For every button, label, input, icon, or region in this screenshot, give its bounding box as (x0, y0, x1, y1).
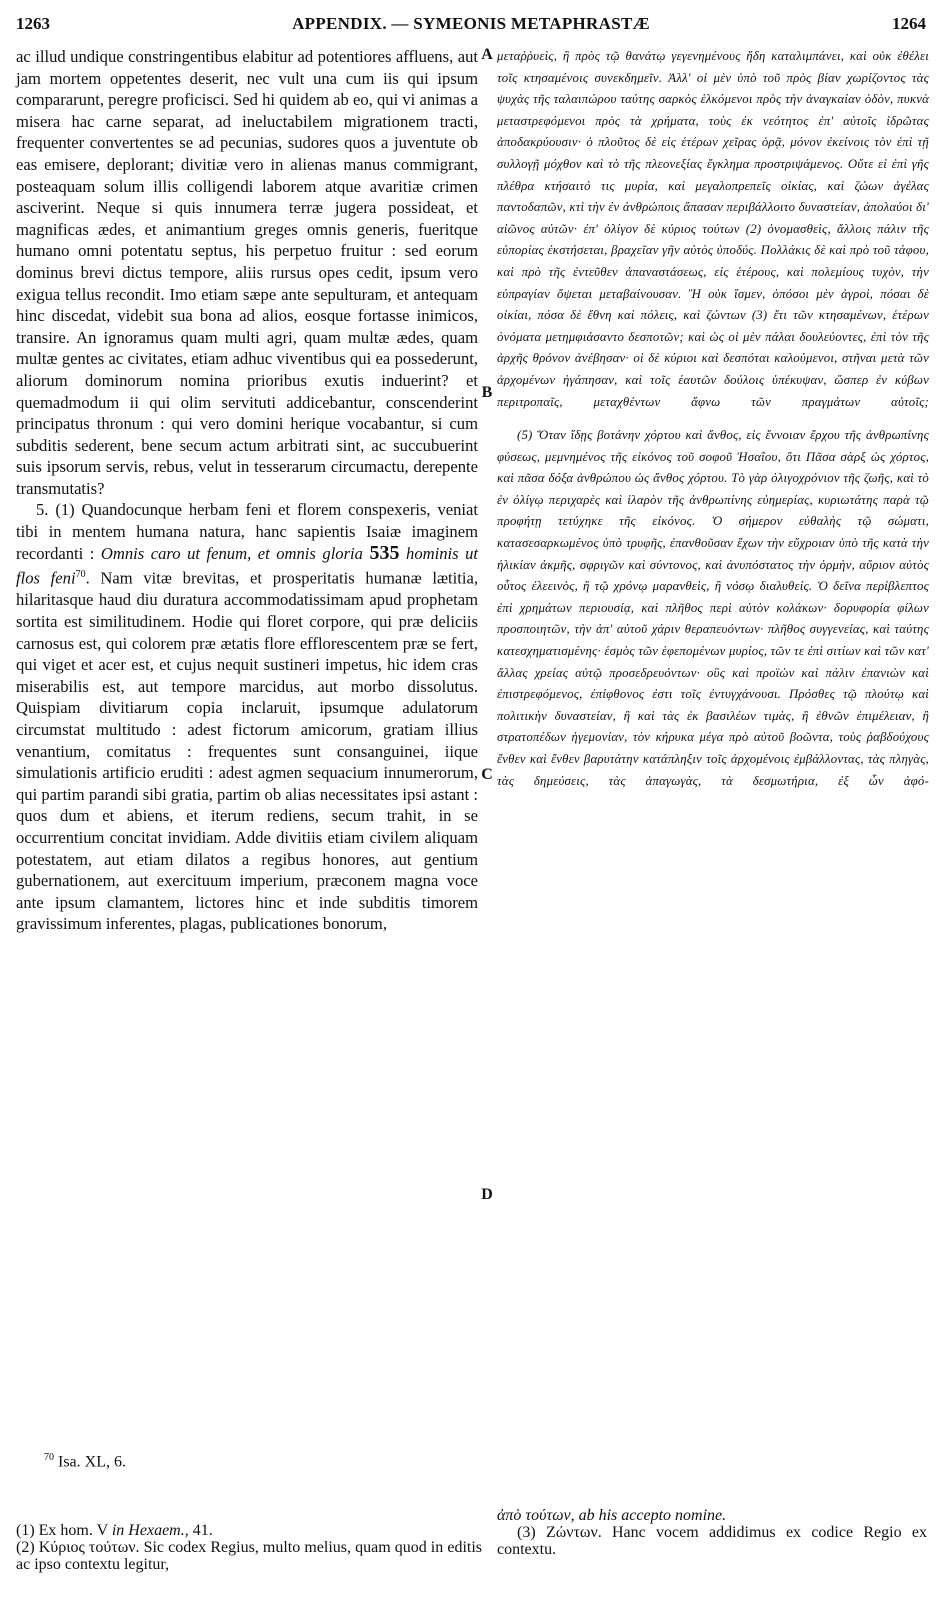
greek-paragraph-1: μεταῤῥυεὶς, ἢ πρὸς τῷ θανάτῳ γεγενημένους ἤδη καταλιμπάνει, καὶ οὐκ ἐθέλει τοῖς κτησαμένοις συνεκδημεῖν. Ἀλλ' οἱ μὲν ὑπὸ τοῦ πρὸς βίαν χωρίζοντος τὰς ψυχὰς τῆς ταλαιπώρου ταύτης σαρκὸς ἑλκόμενοι πρὸς τὴν ἀναγκαίαν ὁδὸν, πυκνὰ μεταστρεφόμενοι πρὸς τὰ χρήματα, τοὺς ἐκ νεότητος ἐπ' αὐτοῖς ἱδρῶτας ἀποδακρύουσιν· ὁ πλοῦτος δὲ εἰς ἑτέρων χεῖρας ὁρᾷ, μόνον ἐκείνοις τὸν ἐπὶ τῇ συλλογῇ μόχθον καὶ τὸ τῆς πλεονεξίας ἔγκλημα προστριψάμενος. Οὔτε εἰ ἐπὶ γῆς πλέθρα κτήσαιτό τις μυρία, καὶ μεγαλοπρεπεῖς οἰκίας, καὶ ζώων ἀγέλας παντοδαπῶν, κτὶ τὴν ἐν ἀνθρώποις ἅπασαν περιβάλλοιτο δυναστείαν, ἀπολαύοι δι' αἰῶνος αὐτῶν· ἐπ' ὀλίγον δὲ κύριος τούτων (2) ὀνομασθεὶς, ἄλλοις πάλιν τῆς εὐπορίας ἐκστήσεται, βραχεῖαν γῆν αὐτὸς ὑποδύς. Πολλάκις δὲ καὶ πρὸ τοῦ τάφου, καὶ πρὸ τῆς ἐντεῦθεν ἀπαναστάσεως, εἰς ἑτέρους, καὶ πολεμίους τυχὸν, τὴν εὐπραγίαν ὄψεται μεταβαίνουσαν. Ἢ οὐκ ἴσμεν, ὁπόσοι μὲν ἀγροὶ, πόσαι δὲ οἰκίαι, πόσα δὲ ἔθνη καὶ πόλεις, καὶ ζώντων (3) ἔτι τῶν κτησαμένων, ἑτέρων ὀνόματα μετημφιάσαντο δεσποτῶν; καὶ ὡς οἱ μὲν πάλαι δουλεύοντες, ἐπὶ τὸν τῆς ἀρχῆς θρόνον ἀνέβησαν· οἱ δὲ κύριοι καὶ δεσπόται καλούμενοι, στῆναι μετὰ τῶν ἀρχομένων ἠγάπησαν, καὶ τοῖς ἑαυτῶν δούλοις ὑπέκυψαν, ὥσπερ ἐν κύβων περιτροπαῖς, μεταχθέντων ἄφνω τῶν πραγμάτων αὐτοῖς; (497, 49, 929, 409)
latin-paragraph-1: ac illud undique constringentibus elabitur ad potentiores affluens, aut jam mortem oppetentes deserit, nec vult una cum iis qui ipsum compararunt, peregre proficisci. Sed hi quidem ab eo, qui vi animas a misera hac carne separat, ad ineluctabilem migrationem tracti, frequenter convertentes se ad pecunias, sudores quos a juventute ob eas emisere, deplorant; divitiæ vero in alienas manus commigrant, posteaquam solum illis colligendi laborem atque avaritiæ crimen asciverint. Neque si quis innumera terræ jugera possideat, et magnificas ædes, et animantium greges omnis generis, fueritque humano omni potentatu septus, his perpetuo fruitur : sed eorum dominus brevi dictus tempore, aliis rursus opes cedit, ipsum vero exigua tellus recondit. Imo etiam sæpe ante sepulturam, et antequam hinc discedat, videbit sua bona ad alios, eosque fortasse inimicos, transire. An ignoramus quam multi agri, quam multæ ædes, quam multæ gentes ac civitates, etiam adhuc viventibus qui ea possederunt, aliorum dominorum nomina prioribus exutis induerint? et quemadmodum ii qui olim servituti addicebantur, conscenderint principatus thronum : qui vero domini herique vocabantur, si cum subditis sederent, bene secum actum arbitrati sint, ac succubuerint suis ipsorum servis, rebus, velut in tesserarum circumactu, derepente transmutatis? (16, 47, 478, 498)
page-header (16, 14, 926, 42)
running-title: APPENDIX. — SYMEONIS METAPHRASTÆ (292, 14, 650, 33)
page-number-left: 1263 (16, 14, 50, 33)
footnote-1 (16, 1522, 482, 1539)
footnote-2-label: (2) (16, 1539, 35, 1556)
latin-p2-text-end: . Nam vitæ brevitas, et prosperitatis humanæ lætitia, hilaritasque haud diu duratura accommodatissimam apud prophetam sortita est similitudinem. Hodie qui floret corpore, qui præ deliciis carnosus est, qui colorem præ ætatis flore efflorescentem præ se fert, qui viget et acer est, et cujus nequit sustineri impetus, hic idem cras miserabilis est, aut tempore marcidus, aut morbo dissolutus. Quispiam divitiarum copia inclaruit, ipsumque adulatorum circumstat multitudo : adest fictorum amicorum, gratiam illius venantium, comitatus : frequentes sunt consanguinei, iique simulationis artificio eruditi : adest agmen sequacium innumerorum, qui partim parandi sibi gratia, partim ob alias necessitates ipsi astant : quos dum et abiens, et iterum rediens, secum trahit, in se occurrentium concitat invidiam. Adde divitiis etiam civilem aliquam potestatem, aut etiam dilatos a regibus honores, aut gentium gubernationem, aut exercituum imperium, præconem magna voce ante ipsum clamantem, lictores hinc et inde subditis timorem gravissimum inferentes, plagas, publicationes bonorum, (16, 568, 478, 934)
footnote-ref-70: 70 (75, 569, 86, 581)
footnote-3-text: Ζώντων. Hanc vocem addidimus ex codice Regio ex contextu. (497, 1524, 927, 1558)
latin-column (16, 46, 478, 935)
footnote-2 (16, 1539, 482, 1573)
latin-paragraph-2 (16, 499, 478, 934)
footnote-2-continued (497, 1507, 927, 1524)
footnote-2-latin: ab his accepto nomine. (578, 1507, 727, 1524)
scripture-quote-1: Omnis caro ut fenum, et omnis gloria (100, 543, 363, 563)
footnote-3 (497, 1524, 927, 1558)
footnote-1-title: in Hexaem. (111, 1522, 185, 1539)
footnote-1-label: (1) (16, 1522, 35, 1539)
footnote-3-label: (3) (517, 1524, 536, 1541)
footnotes-right (497, 1507, 927, 1558)
column-number: 535 (369, 541, 400, 564)
margin-marker-d: D (481, 1186, 493, 1203)
margin-marker-b: B (481, 384, 493, 401)
latin-p2-text-start: 5. (1) Quandocunque herbam feni et florem conspexeris, veniat tibi in mentem humana natura, hanc sapientis Isaiæ imaginem recordanti : (16, 500, 478, 563)
scripture-quote-2: hominis ut flos feni (16, 543, 479, 588)
greek-column (497, 46, 929, 792)
margin-marker-c: C (481, 766, 493, 783)
footnotes-left (16, 1522, 482, 1573)
scripture-footnote-text: Isa. XL, 6. (58, 1453, 126, 1471)
footnote-2-greek: ἀπὸ τούτων, (497, 1507, 575, 1524)
footnote-1-text: Ex hom. V (38, 1522, 112, 1539)
greek-paragraph-2: (5) Ὅταν ἴδῃς βοτάνην χόρτου καὶ ἄνθος, εἰς ἔννοιαν ἔρχου τῆς ἀνθρωπίνης φύσεως, μεμνημένος τῆς εἰκόνος τοῦ σοφοῦ Ἠσαΐου, ὅτι Πᾶσα σὰρξ ὡς χόρτος, καὶ πᾶσα δόξα ἀνθρώπου ὡς ἄνθος χόρτου. Τὸ γὰρ ὀλιγοχρόνιον τῆς ζωῆς, καὶ τὸ ἐν ὀλίγῳ περιχαρὲς καὶ ἱλαρὸν τῆς ἀνθρωπίνης εὐημερίας, κυριωτάτης παρὰ τῷ προφήτῃ τετύχηκε τῆς εἰκόνος. Ὁ σήμερον εὐθαλὴς τῷ σώματι, κατασεσαρκωμένος ὑπὸ τρυφῆς, ἐπανθοῦσαν ἔχων τὴν εὔχροιαν ὑπὸ τῆς κατὰ τὴν ἡλικίαν ἀκμῆς, σφριγῶν καὶ σύντονος, καὶ ἀνυπόστατος τὴν ὁρμὴν, αὔριον αὐτὸς οὗτος ἐλεεινὸς, ἢ τῷ χρόνῳ μαρανθεὶς, ἢ νόσῳ διαλυθείς. Ὁ δεῖνα περίβλεπτος ἐπὶ χρημάτων περιουσίᾳ, καὶ πλῆθος περὶ αὐτὸν κολάκων· δορυφορία φίλων προσποιητῶν, τὴν ἀπ' αὐτοῦ χάριν θεραπευόντων· πλῆθος συγγενείας, καὶ ταύτης κατεσχηματισμένης· ἑσμὸς τῶν ἑφεπομένων μυρίος, τῶν τε ἐπὶ σιτίων καὶ τῶν κατ' ἄλλας χρείας αὐτῷ προσεδρευόντων· οὓς καὶ προϊὼν καὶ πάλιν ἐπανιὼν καὶ ἐπιστρεφόμενος, ἐπίφθονος ἐστι τοῖς ἐντυγχάνουσι. Πρόσθες τῷ πλούτῳ καὶ πολιτικὴν δυναστείαν, ἢ καὶ τὰς ἐκ βασιλέων τιμὰς, ἢ ἐθνῶν ἐπιμέλειαν, ἢ στρατοπέδων ἡγεμονίαν, τὸν κήρυκα μέγα πρὸ αὐτοῦ βοῶντα, τοὺς ῥαβδούχους ἔνθεν καὶ ἔνθεν βαρυτάτην κατάπληξιν τοῖς ἀρχομένοις ἐμβάλλοντας, τὰς πληγὰς, τὰς δημεύσεις, τὰς ἀπαγωγὰς, τὰ δεσμωτήρια, ἐξ ὧν ἀφό- (497, 428, 929, 788)
margin-marker-a: A (481, 46, 493, 63)
scripture-footnote (44, 1452, 126, 1471)
scripture-footnote-number: 70 (44, 1452, 54, 1463)
footnote-1-end: , 41. (184, 1522, 213, 1539)
page-number-right: 1264 (892, 14, 926, 33)
footnote-2-text: Κύριος τούτων. Sic codex Regius, multo melius, quam quod in editis ac ipso contextu legitur, (16, 1539, 483, 1573)
